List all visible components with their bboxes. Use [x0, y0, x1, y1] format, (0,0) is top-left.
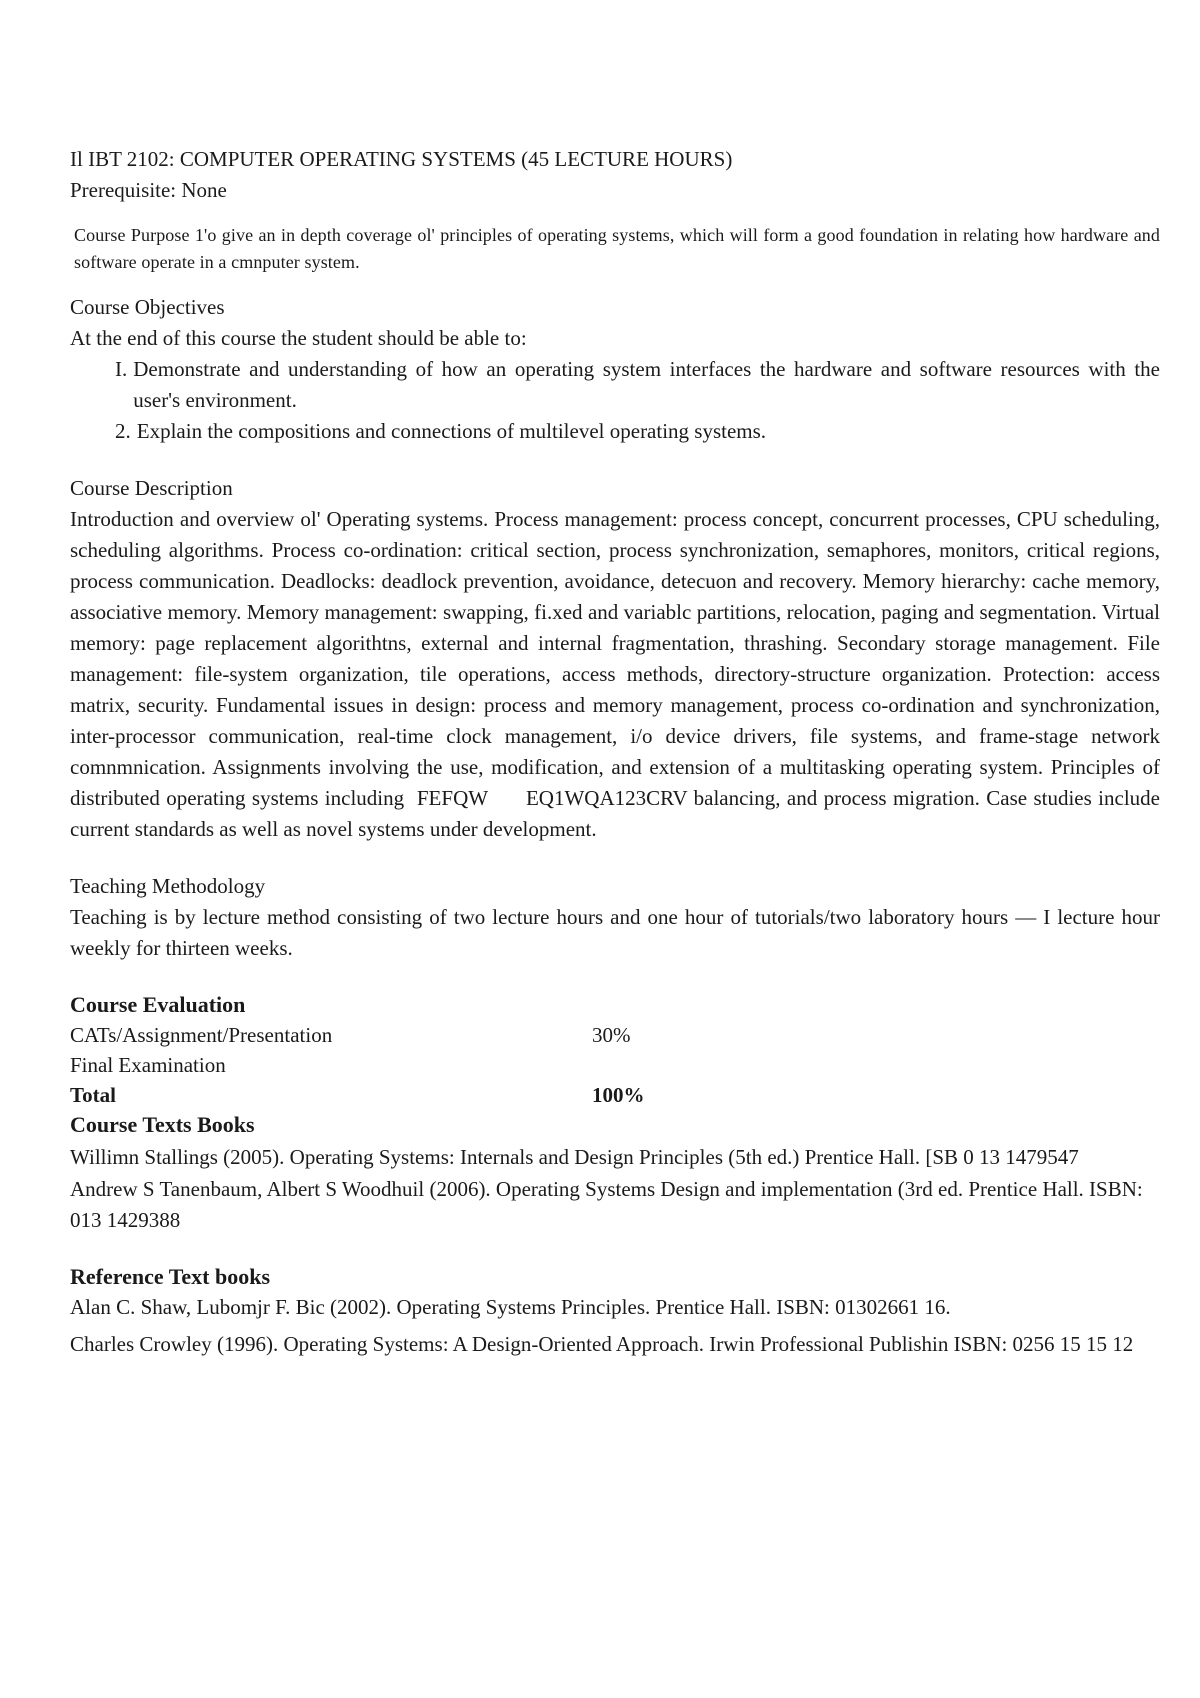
evaluation-total-label: Total	[70, 1083, 116, 1107]
course-purpose: Course Purpose 1'o give an in depth coverage ol' principles of operating systems, which will form a good foundation in relating how hardware and software operate in a cmnputer system.	[74, 225, 1160, 272]
description-heading: Course Description	[70, 476, 233, 500]
description-section	[70, 473, 1166, 845]
texts-heading: Course Texts Books	[70, 1112, 255, 1137]
list-item-number: 2.	[115, 419, 131, 443]
description-text: Introduction and overview ol' Operating systems. Process management: process concept, concurrent processes, CPU scheduling, scheduling algorithms. Process co-ordination: critical section, process synchronization, semaphores, monitors, critical regions, process communication. Deadlocks: deadlock prevention, avoidance, detecuon and recovery. Memory hierarchy: cache memory, associative memory. Memory management: swapping, fi.xed and variablc partitions, relocation, paging and segmentation. Virtual memory: page replacement algorithtns, external and internal fragmentation, thrashing. Secondary storage management. File management: file-system organization, tile operations, access methods, directory-structure organization. Protection: access matrix, security. Fundamental issues in design: process and memory management, process co-ordination and synchronization, inter-processor communication, real-time clock management, i/o device drivers, file systems, and frame-stage network comnmnication. Assignments involving the use, modification, and extension of a multitasking operating system. Principles of distributed operating systems including FEFQW EQ1WQA123CRV balancing, and process migration. Case studies include current standards as well as novel systems under development.	[70, 507, 1166, 841]
reference-entry: Alan C. Shaw, Lubomjr F. Bic (2002). Operating Systems Principles. Prentice Hall. ISBN: 01302661 16.	[70, 1295, 951, 1319]
objectives-list	[70, 354, 1160, 447]
reference-entry: Charles Crowley (1996). Operating Systems: A Design-Oriented Approach. Irwin Professional Publishin ISBN: 0256 15 15 12	[70, 1332, 1134, 1356]
prerequisite: Prerequisite: None	[70, 178, 227, 202]
evaluation-row	[70, 1050, 1160, 1080]
texts-section	[70, 1110, 1160, 1236]
list-item-text: Explain the compositions and connections of multilevel operating systems.	[136, 419, 767, 443]
references-heading: Reference Text books	[70, 1264, 271, 1289]
evaluation-row	[70, 1020, 1160, 1050]
objectives-intro: At the end of this course the student should be able to:	[70, 326, 527, 350]
methodology-text: Teaching is by lecture method consisting of two lecture hours and one hour of tutorials/two laboratory hours — I lecture hour weekly for thirteen weeks.	[70, 905, 1160, 960]
objectives-heading: Course Objectives	[70, 295, 225, 319]
text-book-entry: Andrew S Tanenbaum, Albert S Woodhuil (2006). Operating Systems Design and implementation (3rd ed. Prentice Hall. ISBN: 013 1429388	[70, 1177, 1143, 1232]
list-item	[70, 416, 1160, 447]
evaluation-label: CATs/Assignment/Presentation	[70, 1023, 333, 1047]
evaluation-total-row	[70, 1080, 1160, 1110]
document-page	[70, 144, 1166, 1360]
list-item-text: Demonstrate and understanding of how an operating system interfaces the hardware and software resources with the user's environment.	[133, 357, 1160, 412]
references-section	[70, 1262, 1160, 1360]
objectives-section	[70, 292, 1160, 447]
methodology-heading: Teaching Methodology	[70, 874, 266, 898]
methodology-section	[70, 871, 1160, 964]
evaluation-label: Final Examination	[70, 1053, 226, 1077]
list-item	[70, 354, 1160, 416]
evaluation-total-value: 100%	[592, 1083, 645, 1107]
text-book-entry: Willimn Stallings (2005). Operating Systems: Internals and Design Principles (5th ed.) Prentice Hall. [SB 0 13 1479547	[70, 1145, 1079, 1169]
evaluation-value: 30%	[592, 1023, 631, 1047]
evaluation-heading: Course Evaluation	[70, 992, 246, 1017]
list-item-number: I.	[115, 357, 128, 381]
evaluation-section	[70, 990, 1160, 1110]
course-title: Il IBT 2102: COMPUTER OPERATING SYSTEMS (45 LECTURE HOURS)	[70, 147, 733, 171]
